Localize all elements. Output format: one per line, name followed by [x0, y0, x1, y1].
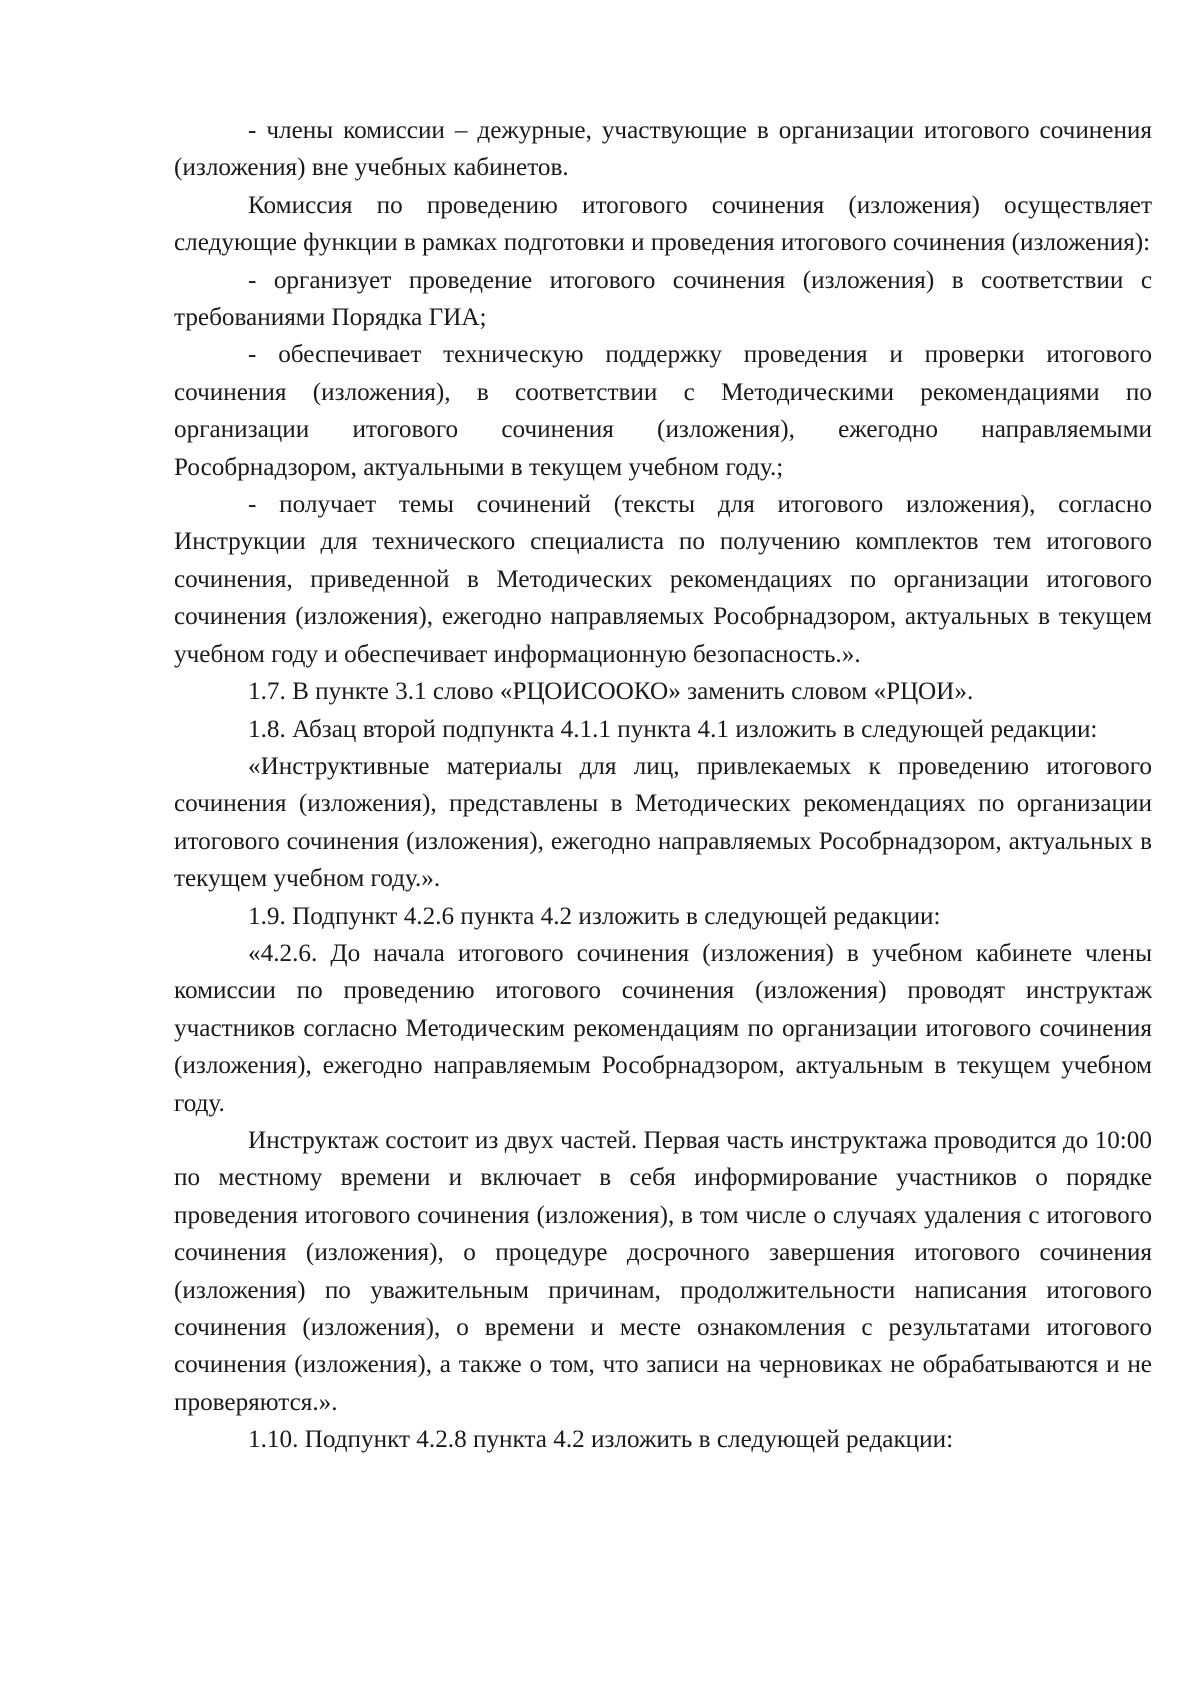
paragraph-receives-topics: - получает темы сочинений (тексты для итогового изложения), согласно Инструкции для технического специалиста по получению комплектов тем итогового сочинения, приведенной в Методических рекомендациях по организации итогового сочинения (изложения), ежегодно направляемых Рособрнадзором, актуальных в текущем учебном году и обеспечивает информационную безопасность.».: [174, 491, 1152, 668]
paragraph-organizes: - организует проведение итогового сочинения (изложения) в соответствии с требованиями Порядка ГИА;: [174, 266, 1152, 332]
paragraph-item-4-2-6: «4.2.6. До начала итогового сочинения (изложения) в учебном кабинете члены комиссии по проведению итогового сочинения (изложения) проводят инструктаж участников согласно Методическим рекомендациям по организации итогового сочинения (изложения), ежегодно направляемым Рособрнадзором, актуальным в текущем учебном году.: [174, 939, 1152, 1117]
paragraph-item-1-8: 1.8. Абзац второй подпункта 4.1.1 пункта 4.1 изложить в следующей редакции:: [248, 715, 1098, 743]
document-body: [174, 112, 1152, 1459]
paragraph-commission-functions: Комиссия по проведению итогового сочинения (изложения) осуществляет следующие функции в рамках подготовки и проведения итогового сочинения (изложения):: [174, 191, 1152, 257]
paragraph-item-1-9: 1.9. Подпункт 4.2.6 пункта 4.2 изложить в следующей редакции:: [248, 902, 941, 930]
paragraph-duty-members: - члены комиссии – дежурные, участвующие в организации итогового сочинения (изложения) вне учебных кабинетов.: [174, 117, 1152, 182]
paragraph-item-1-10: 1.10. Подпункт 4.2.8 пункта 4.2 изложить в следующей редакции:: [248, 1426, 954, 1454]
paragraph-technical-support: - обеспечивает техническую поддержку проведения и проверки итогового сочинения (изложения), в соответствии с Методическими рекомендациями по организации итогового сочинения (изложения), ежегодно направляемыми Рособрнадзором, актуальными в текущем учебном году.;: [174, 341, 1152, 481]
paragraph-briefing-parts: Инструктаж состоит из двух частей. Первая часть инструктажа проводится до 10:00 по местному времени и включает в себя информирование участников о порядке проведения итогового сочинения (изложения), в том числе о случаях удаления с итогового сочинения (изложения), о процедуре досрочного завершения итогового сочинения (изложения) по уважительным причинам, продолжительности написания итогового сочинения (изложения), о времени и месте ознакомления с результатами итогового сочинения (изложения), а также о том, что записи на черновиках не обрабатываются и не проверяются.».: [174, 1126, 1152, 1416]
paragraph-instructive-materials: «Инструктивные материалы для лиц, привлекаемых к проведению итогового сочинения (изложения), представлены в Методических рекомендациях по организации итогового сочинения (изложения), ежегодно направляемых Рособрнадзором, актуальных в текущем учебном году.».: [174, 752, 1152, 893]
paragraph-item-1-7: 1.7. В пункте 3.1 слово «РЦОИСООКО» заменить словом «РЦОИ».: [248, 678, 974, 706]
